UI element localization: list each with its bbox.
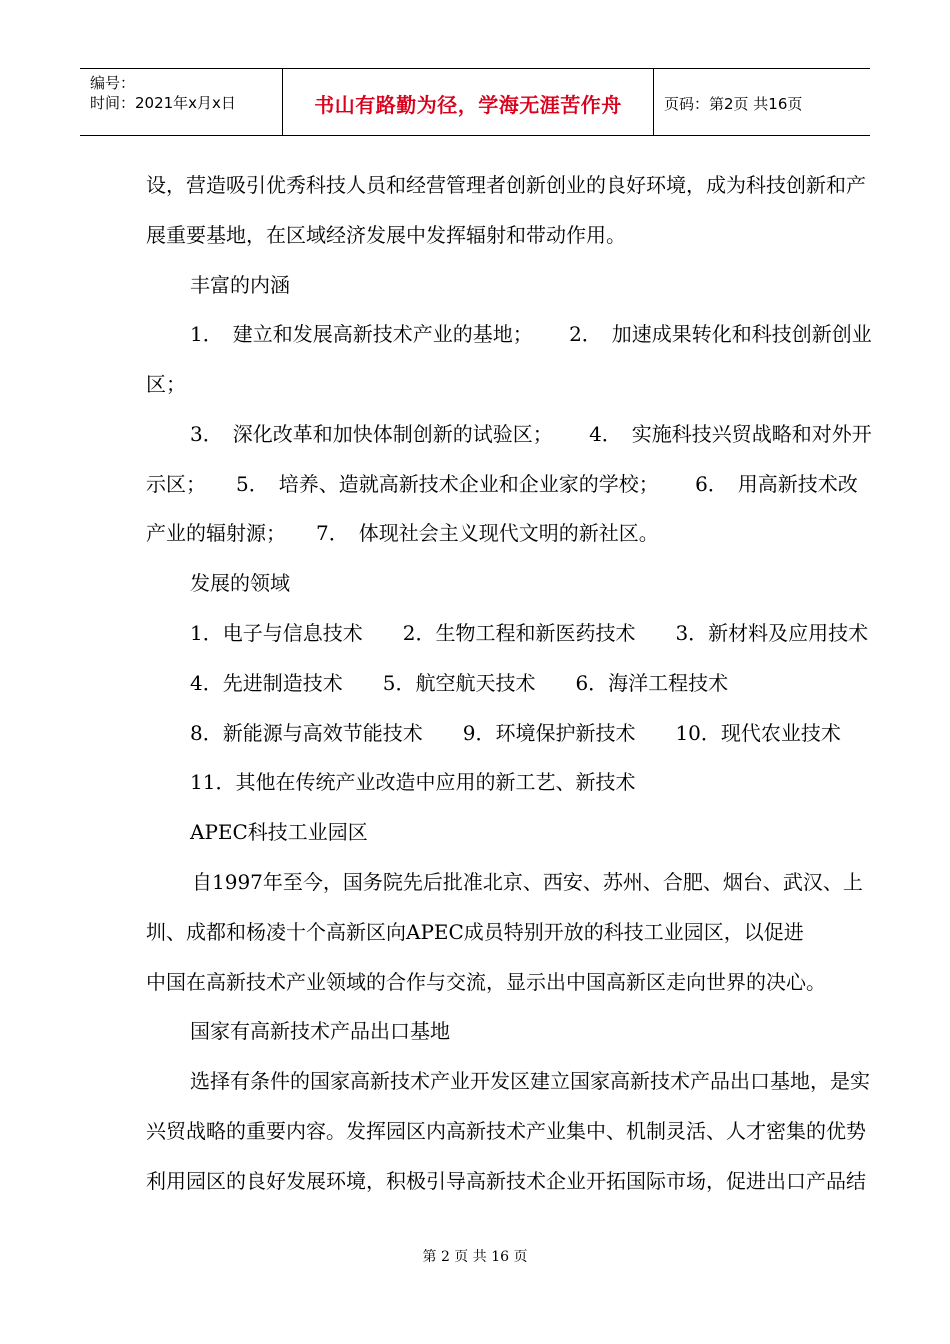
body-line: 圳、成都和杨凌十个高新区向APEC成员特别开放的科技工业园区，以促进: [146, 920, 804, 944]
section-heading: 丰富的内涵: [190, 273, 290, 297]
body-line: 中国在高新技术产业领域的合作与交流，显示出中国高新区走向世界的决心。: [146, 970, 826, 994]
body-line: 示区； 5． 培养、造就高新技术企业和企业家的学校； 6． 用高新技术改: [146, 472, 858, 496]
header-meta: [80, 69, 282, 135]
body-line: 展重要基地，在区域经济发展中发挥辐射和带动作用。: [146, 223, 626, 247]
body-line: 选择有条件的国家高新技术产业开发区建立国家高新技术产品出口基地，是实: [190, 1069, 870, 1093]
section-heading: 发展的领域: [190, 571, 290, 595]
header-motto: 书山有路勤为径，学海无涯苦作舟: [282, 69, 654, 135]
list-line: 11．其他在传统产业改造中应用的新工艺、新技术: [190, 770, 636, 794]
body-line: 设，营造吸引优秀科技人员和经营管理者创新创业的良好环境，成为科技创新和产: [146, 173, 866, 197]
list-line: 8．新能源与高效节能技术 9．环境保护新技术 10．现代农业技术: [190, 721, 841, 745]
body-line: 3． 深化改革和加快体制创新的试验区； 4． 实施科技兴贸战略和对外开: [190, 422, 872, 446]
body-line: 区；: [146, 372, 186, 396]
body-line: 1． 建立和发展高新技术产业的基地； 2． 加速成果转化和科技创新创业: [190, 322, 872, 346]
section-heading: APEC科技工业园区: [190, 820, 368, 844]
list-line: 4．先进制造技术 5．航空航天技术 6．海洋工程技术: [190, 671, 729, 695]
body-line: 兴贸战略的重要内容。发挥园区内高新技术产业集中、机制灵活、人才密集的优势: [146, 1119, 866, 1143]
page-footer: 第 2 页 共 16 页: [422, 1249, 528, 1265]
document-number-label: 编号：: [90, 74, 136, 92]
body-line: 利用园区的良好发展环境，积极引导高新技术企业开拓国际市场，促进出口产品结: [146, 1169, 866, 1193]
document-date: 时间：2021年x月x日: [90, 94, 236, 112]
body-line: 产业的辐射源； 7． 体现社会主义现代文明的新社区。: [146, 521, 659, 545]
body-line: 自1997年至今，国务院先后批准北京、西安、苏州、合肥、烟台、武汉、上: [192, 870, 863, 894]
list-line: 1．电子与信息技术 2．生物工程和新医药技术 3．新材料及应用技术: [190, 621, 869, 645]
section-heading: 国家有高新技术产品出口基地: [190, 1019, 450, 1043]
document-header: [80, 68, 870, 136]
header-page-info: 页码：第2页 共16页: [664, 94, 803, 113]
